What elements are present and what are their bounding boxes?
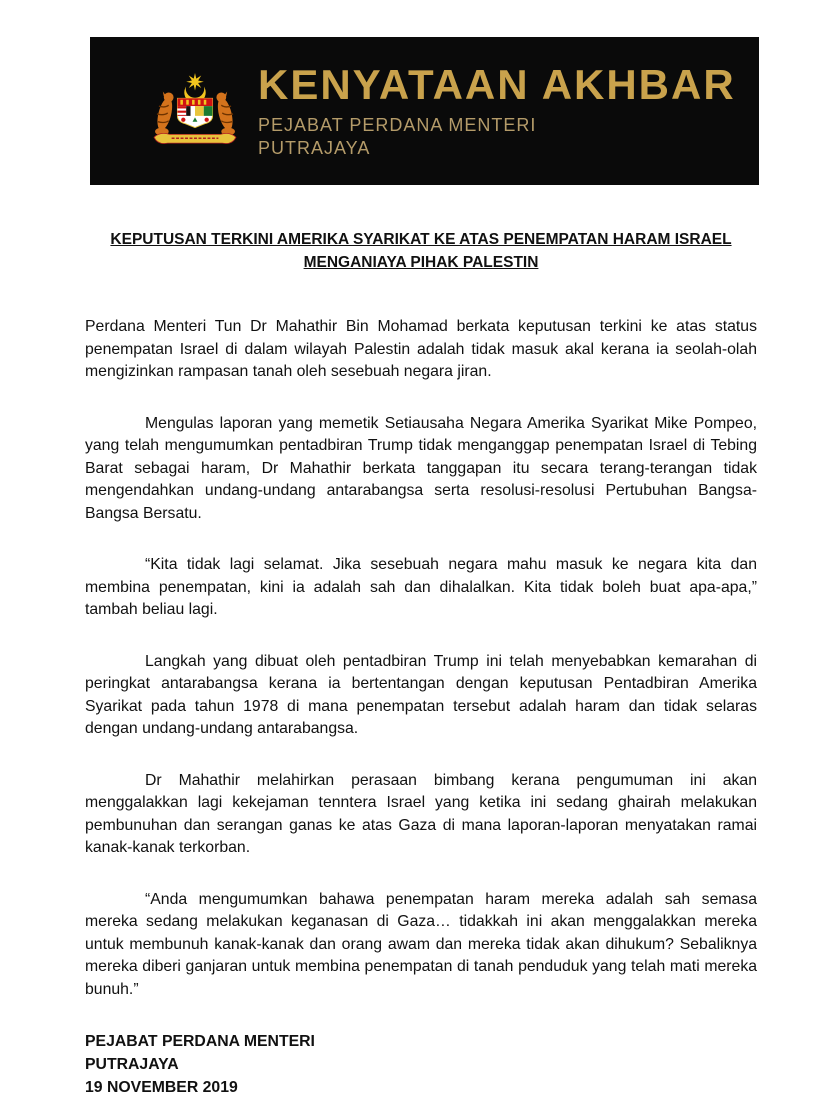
paragraph-3: “Kita tidak lagi selamat. Jika sesebuah negara mahu masuk ke negara kita dan membina penempatan, kini ia adalah sah dan dihalalkan. Kita tidak boleh buat apa-apa,” tambah beliau lagi.: [85, 556, 757, 618]
paragraph-2: Mengulas laporan yang memetik Setiausaha Negara Amerika Syarikat Mike Pompeo, yang telah mengumumkan pentadbiran Trump tidak menganggap penempatan Israel di Tebing Barat sebagai haram, Dr Mahathir berkata tanggapan itu secara terang-terangan tidak mengendahkan undang-undang antarabangsa serta resolusi-resolusi Pertubuhan Bangsa-Bangsa Bersatu.: [85, 414, 757, 522]
emblem-container: [146, 63, 244, 159]
motto-scroll-icon: [154, 133, 236, 143]
paragraph-4: Langkah yang dibuat oleh pentadbiran Trump ini telah menyebabkan kemarahan di peringkat antarabangsa kerana ia bertentangan dengan keputusan Pentadbiran Amerika Syarikat pada tahun 1978 di mana penempatan tersebut adalah haram dan tidak selaras dengan undang-undang antarabangsa.: [85, 652, 757, 737]
heading-line-2: MENGANIAYA PIHAK PALESTIN: [303, 254, 539, 271]
letterhead-office: PEJABAT PERDANA MENTERI: [258, 114, 537, 135]
letterhead-city: PUTRAJAYA: [258, 137, 371, 158]
paragraph-1: Perdana Menteri Tun Dr Mahathir Bin Mohamad berkata keputusan terkini ke atas status penempatan Israel di dalam wilayah Palestin adalah tidak masuk akal kerana ia seolah-olah mengizinkan rampasan tanah oleh sesebuah negara jiran.: [85, 318, 757, 380]
shield-icon: [177, 98, 212, 127]
letterhead-banner: [90, 37, 759, 185]
tiger-right-icon: [215, 92, 235, 136]
paragraph-5: Dr Mahathir melahirkan perasaan bimbang kerana pengumuman ini akan menggalakkan lagi kekejaman tenntera Israel yang ketika ini sedang ghairah melakukan pembunuhan dan serangan ganas ke atas Gaza di mana laporan-laporan menyatakan ramai kanak-kanak terkorban.: [85, 771, 757, 856]
heading-line-1: KEPUTUSAN TERKINI AMERIKA SYARIKAT KE ATAS PENEMPATAN HARAM ISRAEL: [110, 231, 732, 248]
document-content: [85, 228, 757, 1099]
tiger-left-icon: [155, 92, 175, 136]
malaysia-coat-of-arms-icon: [146, 73, 244, 149]
signoff-block: [85, 1030, 757, 1099]
paragraph-6: “Anda mengumumkan bahawa penempatan haram mereka adalah sah semasa mereka sedang melakukan keganasan di Gaza… tidakkah ini akan menggalakkan mereka untuk membunuh kanak-kanak dan orang awam dan mereka tidak akan dihukum? Sebaliknya mereka diberi ganjaran untuk membina penempatan di tanah penduduk yang telah mati mereka bunuh.”: [85, 890, 757, 998]
signoff-date: 19 NOVEMBER 2019: [85, 1079, 238, 1096]
letterhead-text: [258, 60, 736, 160]
document-heading: [85, 228, 757, 274]
signoff-office: PEJABAT PERDANA MENTERI: [85, 1033, 315, 1050]
signoff-city: PUTRAJAYA: [85, 1056, 179, 1073]
letterhead-title: KENYATAAN AKHBAR: [258, 60, 736, 108]
